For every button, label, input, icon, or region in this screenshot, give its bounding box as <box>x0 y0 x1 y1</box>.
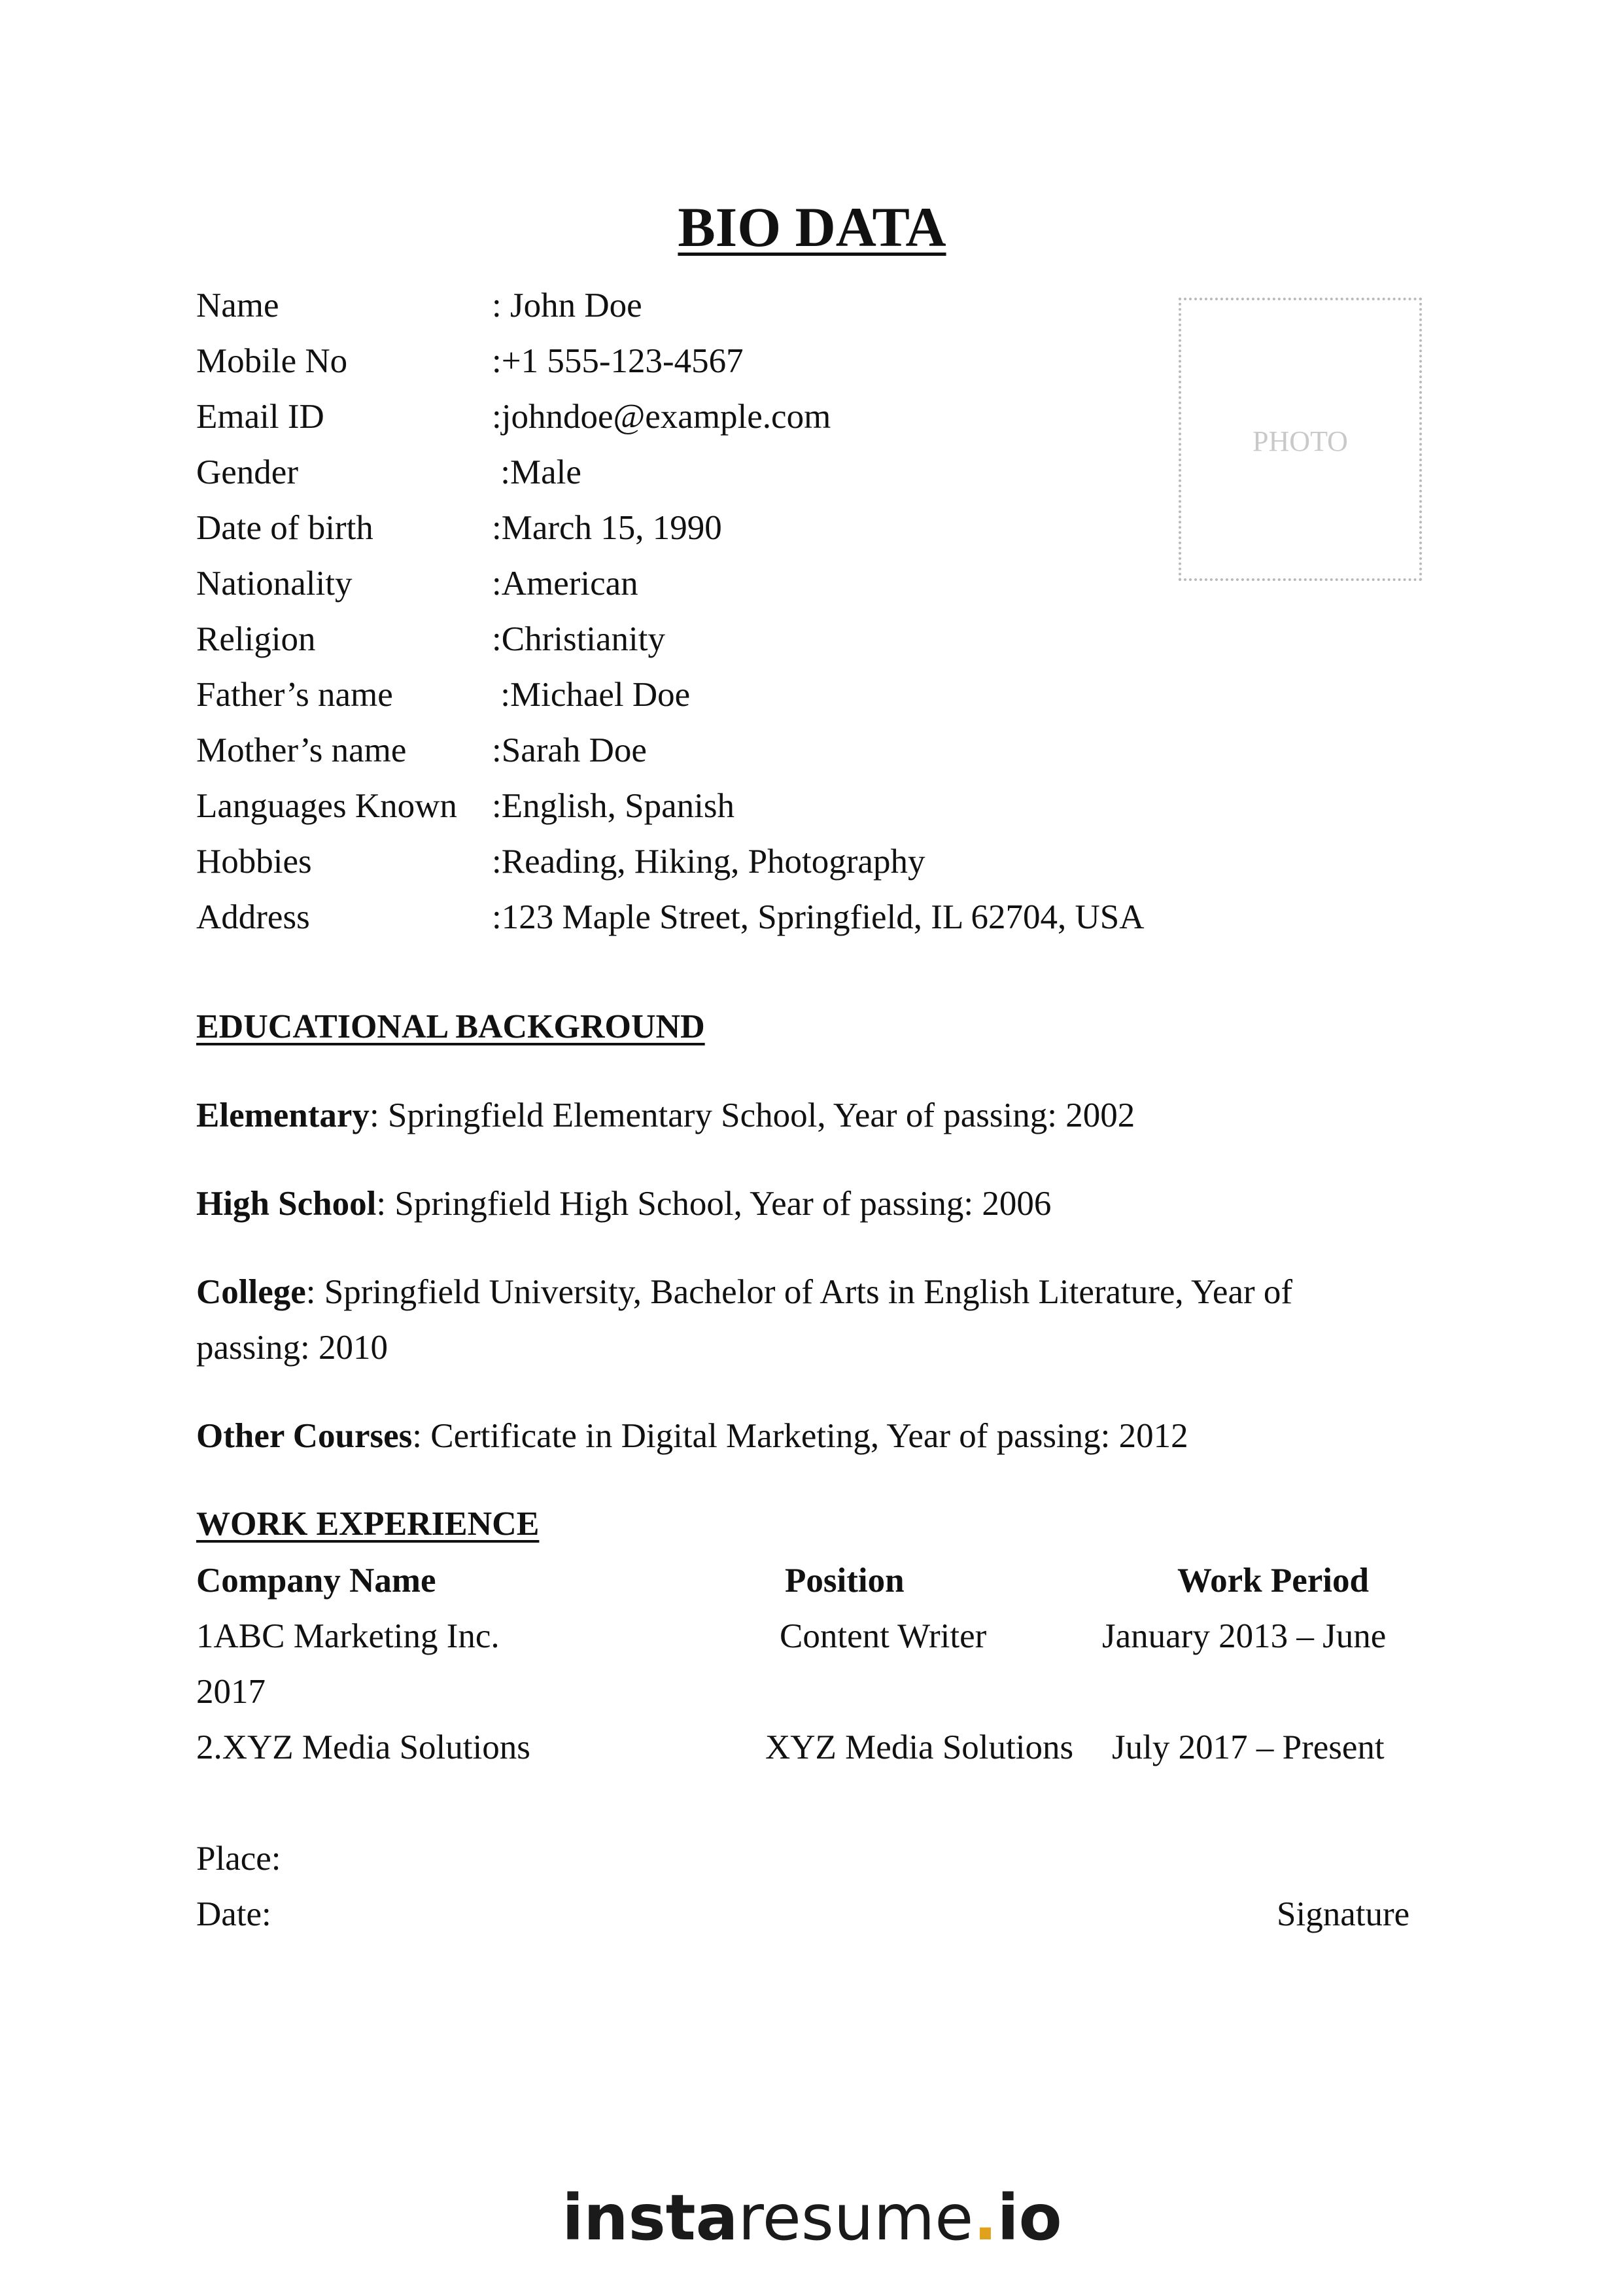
value-address: :123 Maple Street, Springfield, IL 62704, USA <box>492 898 1145 936</box>
education-item-college-continued: passing: 2010 <box>196 1329 388 1367</box>
label-father: Father’s name <box>196 676 393 714</box>
label-gender: Gender <box>196 453 298 491</box>
photo-label: PHOTO <box>1253 425 1348 457</box>
row-2-period: July 2017 – Present <box>1112 1728 1385 1766</box>
value-hobbies: :Reading, Hiking, Photography <box>492 843 925 881</box>
label-dob: Date of birth <box>196 509 373 547</box>
brand-logo-part-1: insta <box>562 2181 738 2254</box>
education-item-other-courses <box>196 1413 1188 1459</box>
label-languages: Languages Known <box>196 787 457 825</box>
date-label: Date: <box>196 1895 271 1933</box>
page-title: BIO DATA <box>678 196 946 258</box>
education-label: Other Courses <box>196 1417 413 1455</box>
education-text: : Certificate in Digital Marketing, Year of passing: 2012 <box>412 1417 1188 1455</box>
value-religion: :Christianity <box>492 620 665 658</box>
work-heading: WORK EXPERIENCE <box>196 1505 540 1543</box>
education-item-high-school <box>196 1181 1051 1227</box>
value-nationality: :American <box>492 565 638 603</box>
value-mother: :Sarah Doe <box>492 731 647 769</box>
column-header-position: Position <box>785 1562 905 1600</box>
label-name: Name <box>196 287 279 324</box>
row-2-position: XYZ Media Solutions <box>765 1728 1074 1766</box>
education-label: High School <box>196 1185 377 1223</box>
value-languages: :English, Spanish <box>492 787 735 825</box>
value-mobile: :+1 555-123-4567 <box>492 342 744 380</box>
education-heading: EDUCATIONAL BACKGROUND <box>196 1008 705 1045</box>
value-gender: :Male <box>492 453 581 491</box>
value-dob: :March 15, 1990 <box>492 509 722 547</box>
photo-placeholder <box>1179 298 1422 581</box>
education-text: : Springfield University, Bachelor of Arts in English Literature, Year of <box>305 1273 1293 1311</box>
place-label: Place: <box>196 1840 281 1878</box>
brand-logo-part-2: resume <box>738 2181 974 2254</box>
brand-logo-part-3: io <box>997 2181 1062 2254</box>
signature-label: Signature <box>1277 1895 1410 1933</box>
label-religion: Religion <box>196 620 316 658</box>
value-email: :johndoe@example.com <box>492 398 831 436</box>
value-father: :Michael Doe <box>492 676 691 714</box>
label-address: Address <box>196 898 310 936</box>
row-2-company: 2.XYZ Media Solutions <box>196 1728 530 1766</box>
label-mother: Mother’s name <box>196 731 407 769</box>
label-mobile: Mobile No <box>196 342 348 380</box>
brand-logo-dot: . <box>973 2181 997 2254</box>
column-header-period: Work Period <box>1177 1562 1369 1600</box>
row-1-position: Content Writer <box>780 1617 987 1655</box>
education-label: College <box>196 1273 306 1311</box>
education-text: : Springfield High School, Year of passing: 2006 <box>376 1185 1052 1223</box>
value-name: : John Doe <box>492 287 642 324</box>
brand-logo <box>0 2179 1624 2257</box>
label-email: Email ID <box>196 398 324 436</box>
row-1-company: 1ABC Marketing Inc. <box>196 1617 500 1655</box>
education-text: : Springfield Elementary School, Year of passing: 2002 <box>369 1096 1135 1134</box>
label-hobbies: Hobbies <box>196 843 312 881</box>
column-header-company: Company Name <box>196 1562 436 1600</box>
education-item-college <box>196 1269 1292 1315</box>
row-1-period: January 2013 – June <box>1102 1617 1387 1655</box>
education-item-elementary <box>196 1093 1135 1138</box>
row-1-company-continued: 2017 <box>196 1673 266 1711</box>
label-nationality: Nationality <box>196 565 353 603</box>
education-label: Elementary <box>196 1096 370 1134</box>
